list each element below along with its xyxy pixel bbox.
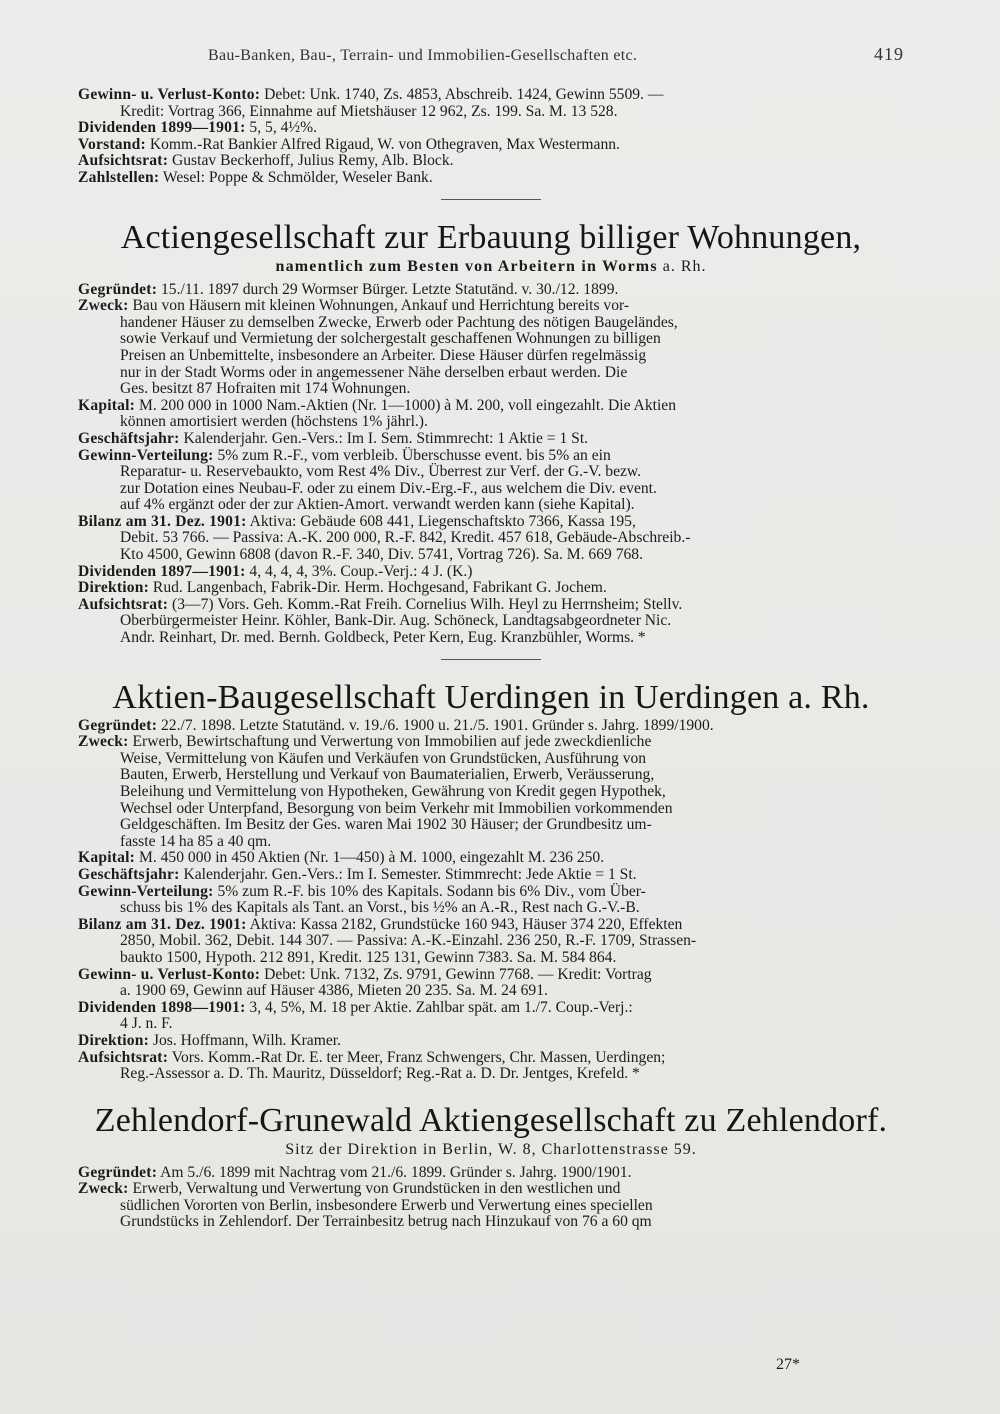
entry-line: [78, 414, 904, 431]
entry-line: [78, 381, 904, 398]
entry-line: [78, 1165, 904, 1182]
field-label: Geschäftsjahr:: [78, 865, 180, 883]
entry-line: [78, 850, 904, 867]
field-text: sowie Verkauf und Vermietung der solchergestalt geschaffenen Wohnungen zu billigen: [120, 330, 661, 348]
entry-uerdingen: [78, 680, 904, 1083]
entry-line: [78, 547, 904, 564]
entry-line: Kredit: Vortrag 366, Einnahme auf Mietshäuser 12 962, Zs. 199. Sa. M. 13 528.: [120, 102, 618, 120]
field-text: 4, 4, 4, 4, 3%. Coup.-Verj.: 4 J. (K.): [249, 562, 473, 580]
field-text: Vors. Komm.-Rat Dr. E. ter Meer, Franz Schwengers, Chr. Massen, Uerdingen;: [171, 1048, 666, 1066]
field-text: 2850, Mobil. 362, Debit. 144 307. — Passiva: A.-K.-Einzahl. 236 250, R.-F. 1709, Strassen-: [120, 932, 697, 950]
entry-line: [78, 365, 904, 382]
field-text: auf 4% ergänzt oder der zur Aktien-Amort. verwandt werden kann (siehe Kapital).: [120, 496, 635, 514]
entry-line: [78, 801, 904, 818]
field-label: Gewinn-Verteilung:: [78, 446, 214, 464]
field-text: 15./11. 1897 durch 29 Wormser Bürger. Letzte Statutänd. v. 30./12. 1899.: [161, 280, 619, 298]
entry-line: [78, 580, 904, 597]
entry-line: [78, 464, 904, 481]
field-label: Dividenden 1897—1901:: [78, 562, 246, 580]
entry-line: [78, 1050, 904, 1067]
field-text: M. 450 000 in 450 Aktien (Nr. 1—450) à M. 1000, eingezahlt M. 236 250.: [138, 849, 605, 867]
field-label: Gegründet:: [78, 280, 158, 298]
section-divider: [441, 659, 541, 660]
field-label: Dividenden 1898—1901:: [78, 998, 246, 1016]
field-text: M. 200 000 in 1000 Nam.-Aktien (Nr. 1—1000) à M. 200, voll eingezahlt. Die Aktien: [138, 396, 676, 414]
company-title: Actiengesellschaft zur Erbauung billiger Wohnungen,: [120, 218, 862, 256]
field-text: Erwerb, Bewirtschaftung und Verwertung von Immobilien auf jede zweckdienliche: [132, 733, 652, 751]
field-text: Beleihung und Vermittelung von Hypotheken, Gewährung von Kredit gegen Hypothek,: [120, 783, 666, 800]
field-text: Am 5./6. 1899 mit Nachtrag vom 21./6. 1899. Gründer s. Jahrg. 1900/1901.: [160, 1163, 632, 1181]
field-text: Reparatur- u. Reservebaukto, vom Rest 4% Div., Überrest zur Verf. der G.-V. bezw.: [120, 463, 642, 481]
entry-line: [78, 613, 904, 630]
entry-line: [78, 867, 904, 884]
entry-line: [78, 597, 904, 614]
entry-previous-continuation: [78, 87, 904, 200]
entry-line: [78, 398, 904, 415]
field-label: Bilanz am 31. Dez. 1901:: [78, 512, 247, 530]
field-text: Oberbürgermeister Heinr. Köhler, Bank-Dir. Aug. Schöneck, Landtagsabgeordneter Nic.: [120, 612, 672, 630]
field-text: handener Häuser zu demselben Zwecke, Erwerb oder Pachtung des nötigen Baugeländes,: [120, 313, 678, 331]
entry-line: [78, 348, 904, 365]
field-text: Debit. 53 766. — Passiva: A.-K. 200 000, R.-F. 842, Kredit. 457 618, Gebäude-Abschreib.-: [120, 529, 691, 547]
field-label: Direktion:: [78, 579, 150, 597]
entry-body: [78, 718, 904, 1083]
entry-body: [78, 282, 904, 647]
entry-line: [78, 497, 904, 514]
field-label: Zweck:: [78, 733, 129, 751]
entry-line: [78, 564, 904, 581]
running-title: Bau-Banken, Bau-, Terrain- und Immobilien-Gesellschaften etc.: [208, 47, 638, 64]
field-text: Rud. Langenbach, Fabrik-Dir. Herm. Hochgesand, Fabrikant G. Jochem.: [152, 579, 607, 597]
field-text: schuss bis 1% des Kapitals als Tant. an Vorst., bis ½% an A.-R., Rest nach G.-V.-B.: [120, 899, 640, 917]
entry-line: [78, 282, 904, 299]
entry-line: [78, 751, 904, 768]
field-text: fasste 14 ha 85 a 40 qm.: [120, 832, 272, 850]
entry-line: Aufsichtsrat: Gustav Beckerhoff, Julius Remy, Alb. Block.: [78, 152, 454, 170]
field-text: Kto 4500, Gewinn 6808 (davon R.-F. 340, Div. 5741, Vortrag 726). Sa. M. 669 768.: [120, 546, 643, 564]
entry-line: [78, 448, 904, 465]
field-label: Gegründet:: [78, 716, 158, 734]
entry-line: [78, 1181, 904, 1198]
entry-line: [78, 315, 904, 332]
field-text: 22./7. 1898. Letzte Statutänd. v. 19./6. 1900 u. 21./5. 1901. Gründer s. Jahrg. 1899/1900.: [161, 716, 714, 734]
entry-line: [78, 767, 904, 784]
field-text: südlichen Vororten von Berlin, insbesondere Erwerb und Verwertung eines speciellen: [120, 1196, 653, 1214]
field-label: Aufsichtsrat:: [78, 595, 169, 613]
entry-line: [78, 950, 904, 967]
field-text: a. 1900 69, Gewinn auf Häuser 4386, Mieten 20 235. Sa. M. 24 691.: [120, 982, 548, 1000]
company-subtitle: namentlich zum Besten von Arbeitern in Worms a. Rh.: [275, 257, 707, 275]
field-label: Zweck:: [78, 1180, 129, 1198]
entry-line: [78, 1033, 904, 1050]
field-text: Geldgeschäften. Im Besitz der Ges. waren Mai 1902 30 Häuser; der Grundbesitz um-: [120, 816, 652, 834]
field-text: Aktiva: Gebäude 608 441, Liegenschaftskto 7366, Kassa 195,: [249, 512, 636, 530]
entry-line: [78, 718, 904, 735]
entry-line: [78, 983, 904, 1000]
entry-line: [78, 514, 904, 531]
field-text: Reg.-Assessor a. D. Th. Mauritz, Düsseldorf; Reg.-Rat a. D. Dr. Jentges, Krefeld. *: [120, 1065, 640, 1083]
field-label: Zweck:: [78, 297, 129, 315]
entry-line: Zahlstellen: Wesel: Poppe & Schmölder, Weseler Bank.: [78, 168, 433, 186]
field-text: 3, 4, 5%, M. 18 per Aktie. Zahlbar spät. am 1./7. Coup.-Verj.:: [249, 998, 633, 1016]
field-text: (3—7) Vors. Geh. Komm.-Rat Freih. Cornelius Wilh. Heyl zu Herrnsheim; Stellv.: [172, 595, 683, 613]
entry-zehlendorf: [78, 1103, 904, 1231]
field-label: Gegründet:: [78, 1163, 158, 1181]
company-title: Aktien-Baugesellschaft Uerdingen in Uerdingen a. Rh.: [112, 678, 870, 716]
field-text: Bauten, Erwerb, Herstellung und Verkauf von Baumaterialien, Erwerb, Veräusserung,: [120, 766, 655, 784]
entry-line: [78, 817, 904, 834]
company-title: Zehlendorf-Grunewald Aktiengesellschaft zu Zehlendorf.: [94, 1101, 888, 1139]
field-text: Erwerb, Verwaltung und Verwertung von Grundstücken in den westlichen und: [132, 1180, 621, 1198]
field-text: baukto 1500, Hypoth. 212 891, Kredit. 125 131, Gewinn 7383. Sa. M. 584 864.: [120, 948, 617, 966]
company-subtitle: Sitz der Direktion in Berlin, W. 8, Charlottenstrasse 59.: [285, 1140, 697, 1158]
field-text: Bau von Häusern mit kleinen Wohnungen, Ankauf und Herrichtung bereits vor-: [132, 297, 630, 315]
entry-line: [78, 431, 904, 448]
entry-line: [78, 933, 904, 950]
field-text: können amortisiert werden (höchstens 1% jährl.).: [120, 413, 428, 431]
field-label: Gewinn- u. Verlust-Konto:: [78, 965, 261, 983]
field-text: zur Dotation eines Neubau-F. oder zu einem Div.-Erg.-F., aus welchem die Div. event.: [120, 479, 657, 497]
field-text: Jos. Hoffmann, Wilh. Kramer.: [152, 1031, 341, 1049]
signature-mark: 27*: [776, 1356, 800, 1373]
field-label: Direktion:: [78, 1031, 150, 1049]
field-label: Kapital:: [78, 849, 136, 867]
field-label: Kapital:: [78, 396, 136, 414]
entry-line: [78, 900, 904, 917]
entry-line: [78, 331, 904, 348]
entry-line: [78, 1000, 904, 1017]
entry-line: Gewinn- u. Verlust-Konto: Debet: Unk. 1740, Zs. 4853, Abschreib. 1424, Gewinn 5509. —: [78, 86, 664, 103]
entry-line: Dividenden 1899—1901: 5, 5, 4½%.: [78, 119, 317, 137]
entry-line: [78, 530, 904, 547]
field-text: nur in der Stadt Worms oder in angemessener Nähe derselben erbaut werden. Die: [120, 363, 628, 381]
field-text: Wechsel oder Unterpfand, Besorgung von beim Verkehr mit Immobilien vorkommenden: [120, 799, 673, 817]
entry-line: [78, 1198, 904, 1215]
field-text: 4 J. n. F.: [120, 1015, 173, 1033]
field-text: Debet: Unk. 7132, Zs. 9791, Gewinn 7768. — Kredit: Vortrag: [264, 965, 652, 983]
field-label: Bilanz am 31. Dez. 1901:: [78, 915, 247, 933]
field-text: 5% zum R.-F., vom verbleib. Überschusse event. bis 5% an ein: [217, 446, 611, 464]
entry-body: [78, 1165, 904, 1231]
field-label: Aufsichtsrat:: [78, 1048, 169, 1066]
section-divider: [441, 199, 541, 200]
field-text: Aktiva: Kassa 2182, Grundstücke 160 943, Häuser 374 220, Effekten: [249, 915, 683, 933]
entry-line: [78, 917, 904, 934]
field-label: Gewinn-Verteilung:: [78, 882, 214, 900]
entry-line: [78, 298, 904, 315]
field-text: Kalenderjahr. Gen.-Vers.: Im I. Sem. Stimmrecht: 1 Aktie = 1 St.: [183, 429, 589, 447]
field-text: Preisen an Unbemittelte, insbesondere an Arbeiter. Diese Häuser dürfen regelmässig: [120, 346, 647, 364]
entry-worms: [78, 220, 904, 660]
field-label: Geschäftsjahr:: [78, 429, 180, 447]
entry-line: Vorstand: Komm.-Rat Bankier Alfred Rigaud, W. von Othegraven, Max Westermann.: [78, 135, 620, 153]
field-text: Andr. Reinhart, Dr. med. Bernh. Goldbeck, Peter Kern, Eug. Kranzbühler, Worms. *: [120, 629, 646, 647]
field-text: Grundstücks in Zehlendorf. Der Terrainbesitz betrug nach Hinzukauf von 76 a 60 qm: [120, 1213, 652, 1231]
entry-line: [78, 1066, 904, 1083]
entry-line: [78, 1016, 904, 1033]
entry-line: [78, 834, 904, 851]
entry-line: [78, 967, 904, 984]
entry-line: [78, 884, 904, 901]
field-text: Weise, Vermittelung von Käufen und Verkäufen von Grundstücken, Ausführung von: [120, 749, 647, 767]
entry-line: [78, 784, 904, 801]
entry-line: [78, 1214, 904, 1231]
entry-line: [78, 481, 904, 498]
entry-line: [78, 734, 904, 751]
running-head: [78, 44, 904, 65]
page-number: 419: [874, 44, 904, 64]
field-text: Kalenderjahr. Gen.-Vers.: Im I. Semester. Stimmrecht: Jede Aktie = 1 St.: [183, 865, 637, 883]
field-text: Ges. besitzt 87 Hofraiten mit 174 Wohnungen.: [120, 380, 411, 398]
entry-line: [78, 630, 904, 647]
field-text: 5% zum R.-F. bis 10% des Kapitals. Sodann bis 6% Div., vom Über-: [217, 882, 646, 900]
